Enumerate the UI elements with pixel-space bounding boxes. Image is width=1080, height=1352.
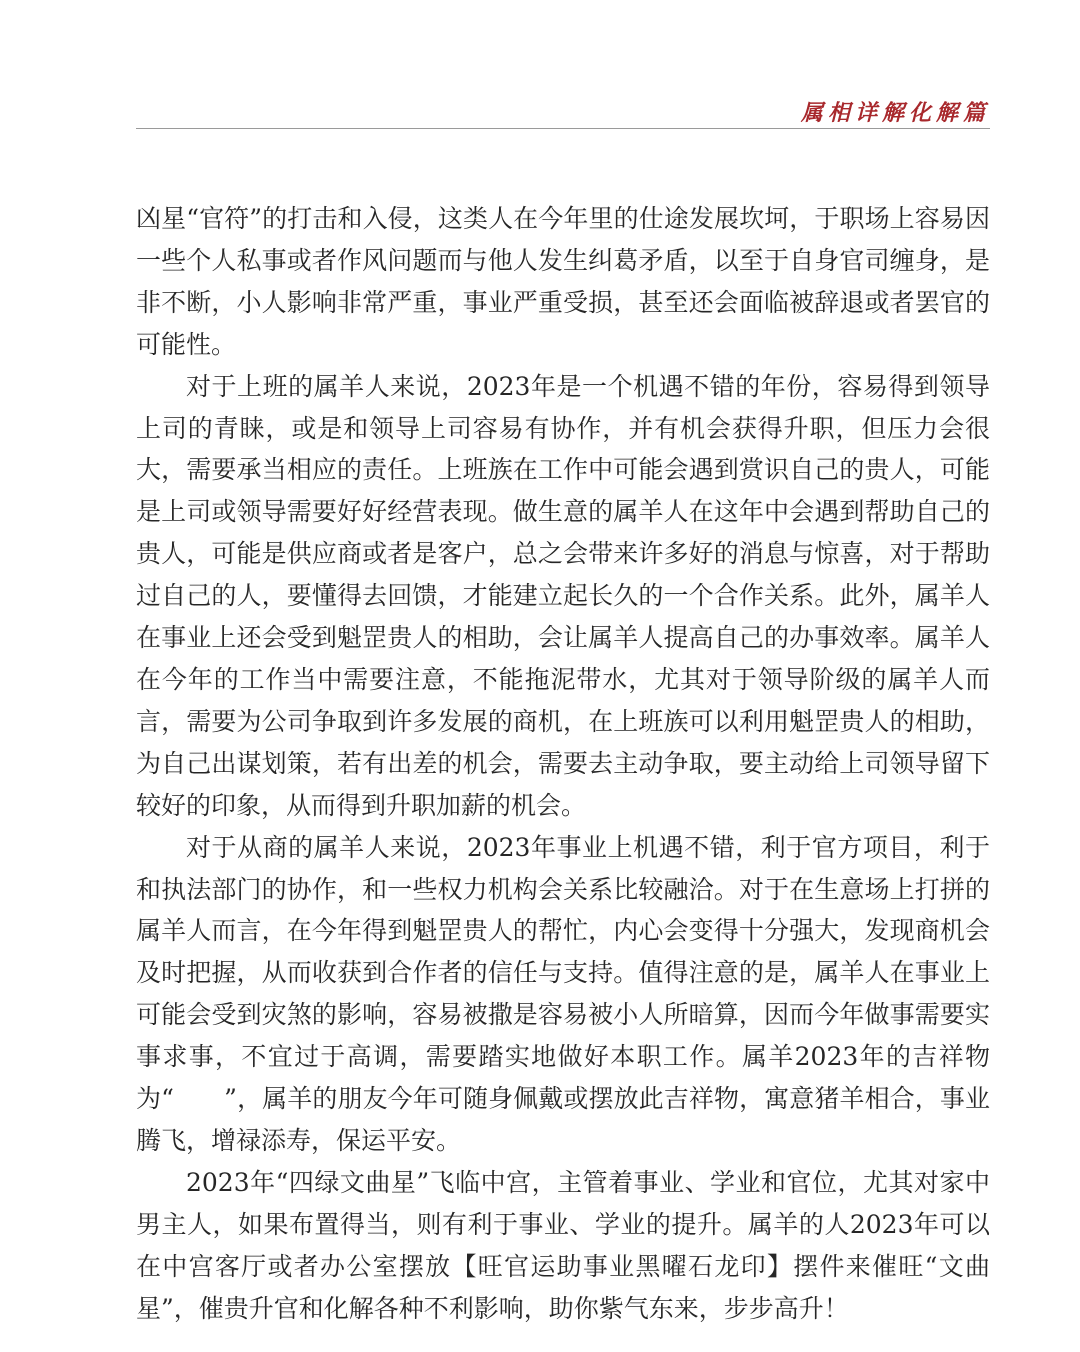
paragraph-3: 对于从商的属羊人来说，2023年事业上机遇不错，利于官方项目，利于和执法部门的协作，和一些权力机构会关系比较融洽。对于在生意场上打拼的属羊人而言，在今年得到魁罡贵人的帮忙，内心会变得十分强大，发现商机会及时把握，从而收获到合作者的信任与支持。值得注意的是，属羊人在事业上可能会受到灾煞的影响，容易被撒是容易被小人所暗算，因而今年做事需要实事求事，不宜过于高调，需要踏实地做好本职工作。属羊2023年的吉祥物为“ ”，属羊的朋友今年可随身佩戴或摆放此吉祥物，寓意猪羊相合，事业腾飞，增禄添寿，保运平安。 — [136, 832, 990, 1155]
header-title: 属相详解化解篇 — [800, 100, 990, 126]
header-divider — [136, 128, 990, 129]
paragraph-1: 凶星“官符”的打击和入侵，这类人在今年里的仕途发展坎坷，于职场上容易因一些个人私事或者作风问题而与他人发生纠葛矛盾，以至于自身官司缠身，是非不断，小人影响非常严重，事业严重受损，甚至还会面临被辞退或者罢官的可能性。 — [136, 204, 990, 359]
paragraph-4: 2023年“四绿文曲星”飞临中宫，主管着事业、学业和官位，尤其对家中男主人，如果布置得当，则有利于事业、学业的提升。属羊的人2023年可以在中宫客厅或者办公室摆放【旺官运助事业黑曜石龙印】摆件来催旺“文曲星”，催贵升官和化解各种不利影响，助你紫气东来，步步高升！ — [136, 1167, 990, 1323]
paragraph-2: 对于上班的属羊人来说，2023年是一个机遇不错的年份，容易得到领导上司的青睐，或是和领导上司容易有协作，并有机会获得升职，但压力会很大，需要承当相应的责任。上班族在工作中可能会遇到赏识自己的贵人，可能是上司或领导需要好好经营表现。做生意的属羊人在这年中会遇到帮助自己的贵人，可能是供应商或者是客户，总之会带来许多好的消息与惊喜，对于帮助过自己的人，要懂得去回馈，才能建立起长久的一个合作关系。此外，属羊人在事业上还会受到魁罡贵人的相助，会让属羊人提高自己的办事效率。属羊人在今年的工作当中需要注意，不能拖泥带水，尤其对于领导阶级的属羊人而言，需要为公司争取到许多发展的商机，在上班族可以利用魁罡贵人的相助，为自己出谋划策，若有出差的机会，需要去主动争取，要主动给上司领导留下较好的印象，从而得到升职加薪的机会。 — [136, 371, 990, 820]
body-text — [136, 198, 990, 1329]
